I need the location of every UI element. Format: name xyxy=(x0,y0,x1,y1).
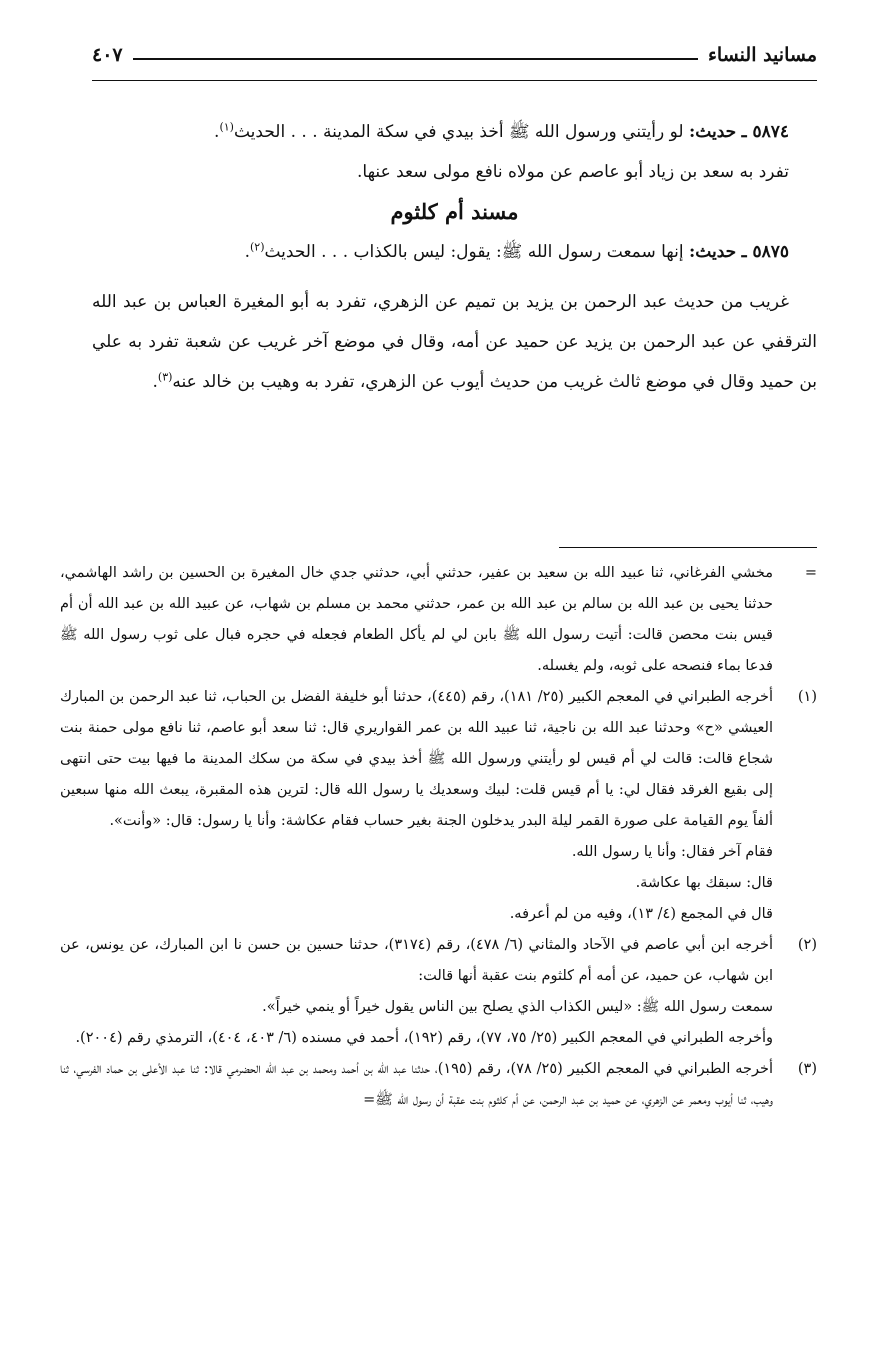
hadith-number: ٥٨٧٤ ـ xyxy=(741,122,789,142)
footnote-paragraph: قال: سبقك بها عكاشة. xyxy=(635,875,773,891)
sentence-end: . xyxy=(244,242,250,262)
footnote-paragraph: سمعت رسول الله ﷺ: «ليس الكذاب الذي يصلح بين الناس يقول خيراً أو ينمي خيراً». xyxy=(262,999,773,1015)
hadith-text: لو رأيتني ورسول الله ﷺ أخذ بيدي في سكة المدينة . . . الحديث xyxy=(233,122,684,142)
footnote-marker: (١) xyxy=(797,689,817,705)
footnote-1 xyxy=(60,682,817,930)
section-heading: مسند أم كلثوم xyxy=(390,199,519,224)
footnote-ref[interactable]: (٣) xyxy=(157,370,173,384)
footnote-ref[interactable]: (١) xyxy=(219,120,234,134)
footnote-3 xyxy=(60,1054,817,1116)
hadith-5875 xyxy=(92,232,817,272)
footnote-body xyxy=(60,558,773,682)
note-5874: تفرد به سعد بن زياد أبو عاصم عن مولاه نافع مولى سعد عنها. xyxy=(357,162,789,182)
footnote-marker: (٢) xyxy=(797,937,817,953)
header-underline xyxy=(92,80,817,81)
footnote-continuation xyxy=(60,558,817,682)
header-title: مسانيد النساء xyxy=(708,44,817,66)
paragraph-gap xyxy=(92,272,817,282)
hadith-5874 xyxy=(92,112,817,152)
footnote-paragraph: قال في المجمع (٤/ ١٣)، وفيه من لم أعرفه. xyxy=(509,906,773,922)
footnote-marker: = xyxy=(804,565,817,581)
note-text: غريب من حديث عبد الرحمن بن يزيد بن تميم عن الزهري، تفرد به أبو المغيرة العباس بن عبد الله الترقفي عن عبد الرحمن بن يزيد عن حميد عن أمه، وقال في موضع آخر غريب عن شعبة تفرد به علي بن حميد وقال في موضع ثالث غريب من حديث أيوب عن الزهري، تفرد به وهيب بن خالد عنه xyxy=(92,292,817,392)
footnote-paragraph: وأخرجه الطبراني في المعجم الكبير (٢٥/ ٧٥، ٧٧)، رقم (١٩٢)، أحمد في مسنده (٦/ ٤٠٣، ٤٠٤)، الترمذي رقم (٢٠٠٤). xyxy=(75,1030,773,1046)
footnote-paragraph: أخرجه الطبراني في المعجم الكبير (٢٥/ ١٨١)، رقم (٤٤٥)، حدثنا أبو خليفة الفضل بن الحباب، ثنا عبد الرحمن بن المبارك العيشي «ح» وحدثنا عبد الله بن ناجية، ثنا عبيد الله بن عمر القواريري قال: ثنا سعد أبو عاصم، ثنا نافع مولى حمنة بنت شجاع قالت: قالت لي أم قيس لو رأيتني ورسول الله ﷺ أخذ بيدي في سكة من سكك المدينة ما فيها بيت حتى انتهى إلى بقيع الغرقد فقال لي: يا أم قيس قلت: لبيك وسعديك يا رسول الله قال: لترين هذه المقبرة، يبعث الله منها سبعين ألفاً يوم القيامة على صورة القمر ليلة البدر يدخلون الجنة بغير حساب فقام عكاشة: وأنا يا رسول: قال: «وأنت». xyxy=(60,689,773,829)
footnote-ref[interactable]: (٢) xyxy=(249,240,265,254)
page-number: ٤٠٧ xyxy=(92,44,123,66)
footnotes xyxy=(60,558,817,1116)
sentence-end: . xyxy=(214,122,220,142)
footnote-paragraph: مخشي الفرغاني، ثنا عبيد الله بن سعيد بن عفير، حدثني أبي، حدثني جدي خال المغيرة بن الحسين بن راشد الهاشمي، حدثنا يحيى بن عبد الله بن سالم بن عبد الله بن عمر، حدثني محمد بن مسلم بن شهاب، عن عبيد الله بن عبد الله أن أم قيس بنت محصن قالت: أتيت رسول الله ﷺ بابن لي لم يأكل الطعام فجعله في حجره فبال على ثوب رسول الله ﷺ فدعا بماء فنصحه على ثوبه، ولم يغسله. xyxy=(60,565,773,674)
header-rule xyxy=(133,58,698,60)
running-header xyxy=(92,40,817,70)
hadith-label: حديث: xyxy=(689,122,737,142)
footnote-2 xyxy=(60,930,817,1054)
footnote-paragraph: فقام آخر فقال: وأنا يا رسول الله. xyxy=(571,844,773,860)
hadith-label: حديث: xyxy=(689,242,737,262)
footnote-body xyxy=(60,930,773,1054)
sentence-end: . xyxy=(152,372,158,392)
footnote-separator xyxy=(559,547,817,548)
main-text xyxy=(92,112,817,402)
footnote-paragraph: أخرجه ابن أبي عاصم في الآحاد والمثاني (٦/ ٤٧٨)، رقم (٣١٧٤)، حدثنا حسين بن حسن نا ابن المبارك، عن يونس، عن ابن شهاب، عن حميد، عن أمه أم كلثوم بنت عقبة أنها قالت: xyxy=(60,937,774,984)
hadith-number: ٥٨٧٥ ـ xyxy=(741,242,789,262)
footnote-paragraph: أخرجه الطبراني في المعجم الكبير (٢٥/ ٧٨)، رقم (١٩٥)، حدثنا عبد الله بن أحمد ومحمد بن عبد الله الحضرمي قالا: ثنا عبد الأعلى بن حماد الفرسي، ثنا وهيب، ثنا أيوب ومعمر عن الزهري، عن حميد بن عبد الرحمن، عن أم كلثوم بنت عقبة أن رسول الله ﷺ= xyxy=(60,1061,774,1108)
footnote-body xyxy=(60,1054,773,1116)
note-5875 xyxy=(92,282,817,402)
hadith-text: إنها سمعت رسول الله ﷺ: يقول: ليس بالكذاب . . . الحديث xyxy=(264,242,684,262)
footnote-body xyxy=(60,682,773,930)
footnote-marker: (٣) xyxy=(797,1061,817,1077)
